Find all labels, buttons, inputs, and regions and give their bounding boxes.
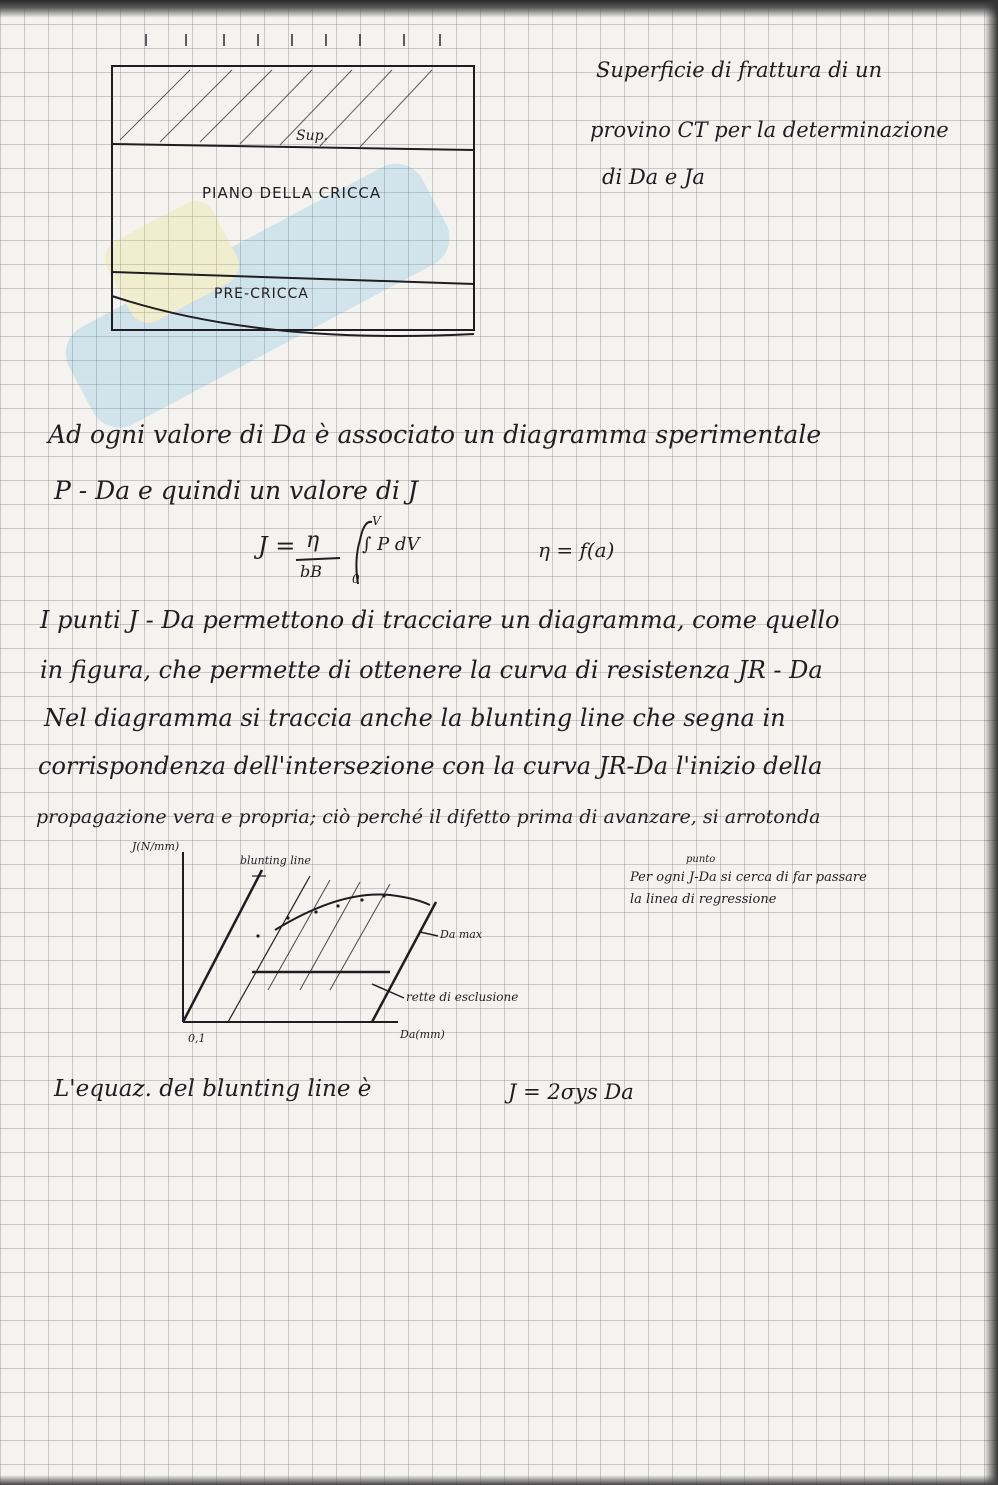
exclusion-line-2 (372, 902, 436, 1022)
paragraph2-line4: corrispondenza dell'intersezione con la curva JR-Da l'inizio della (38, 752, 823, 780)
diagram-damax-label: Da max (440, 928, 483, 941)
blunting-line (183, 870, 262, 1022)
pre-crack-line (112, 272, 474, 284)
diagram-exclusion-label: rette di esclusione (406, 990, 519, 1004)
diagram-note-small: punto (686, 854, 716, 865)
hatching (120, 70, 432, 147)
equation-text: L'equaz. del blunting line è (54, 1076, 372, 1102)
paragraph2-line5: propagazione vera e propria; ciò perché il difetto prima di avanzare, si arrotonda (36, 806, 821, 828)
diagram-x-axis-label: Da(mm) (400, 1028, 445, 1041)
paragraph1-line1: Ad ogni valore di Da è associato un diagramma sperimentale (48, 420, 822, 449)
diagram-blunting-label: blunting line (240, 854, 311, 867)
diagram-note-line1: Per ogni J-Da si cerca di far passare (630, 870, 867, 885)
figure-label-crack-plane: PIANO DELLA CRICCA (202, 184, 382, 202)
diagram-origin-label: 0,1 (188, 1032, 206, 1045)
data-points (256, 894, 385, 937)
formula-numerator: η (306, 528, 320, 553)
tick-marks-top (146, 34, 440, 46)
damax-leader (420, 932, 438, 936)
j-da-diagram (183, 852, 438, 1022)
diagram-y-axis-label: J(N/mm) (132, 840, 180, 853)
crack-front-line (112, 144, 474, 150)
paragraph1-line2: P - Da e quindi un valore di J (54, 476, 418, 505)
exclusion-line-1 (228, 876, 310, 1022)
formula-upper-limit: V (372, 514, 381, 528)
fraction-bar (296, 558, 340, 560)
regression-lines (268, 880, 390, 990)
formula-lower-limit: 0 (352, 572, 360, 586)
figure-label-pre-crack: PRE-CRICCA (214, 286, 309, 302)
caption-line-3: di Da e Ja (602, 165, 705, 189)
formula-integral: ∫ P dV (362, 534, 420, 555)
formula-denominator: bB (300, 562, 322, 581)
equation-formula: J = 2σys Da (508, 1080, 634, 1104)
diagram-note-line2: la linea di regressione (630, 892, 777, 907)
jr-curve (275, 894, 430, 930)
exclusion-leader (372, 984, 404, 998)
paragraph2-line3: Nel diagramma si traccia anche la blunting line che segna in (44, 704, 786, 732)
paragraph2-line2: in figura, che permette di ottenere la curva di resistenza JR - Da (40, 656, 823, 684)
caption-line-2: provino CT per la determinazione (590, 118, 949, 142)
paragraph2-line1: I punti J - Da permettono di tracciare un diagramma, come quello (40, 606, 840, 634)
figure-label-top: Sup. (296, 128, 329, 144)
caption-line-1: Superficie di frattura di un (596, 58, 883, 82)
formula-lhs: J = (258, 532, 296, 560)
formula-eta: η = f(a) (538, 538, 615, 562)
